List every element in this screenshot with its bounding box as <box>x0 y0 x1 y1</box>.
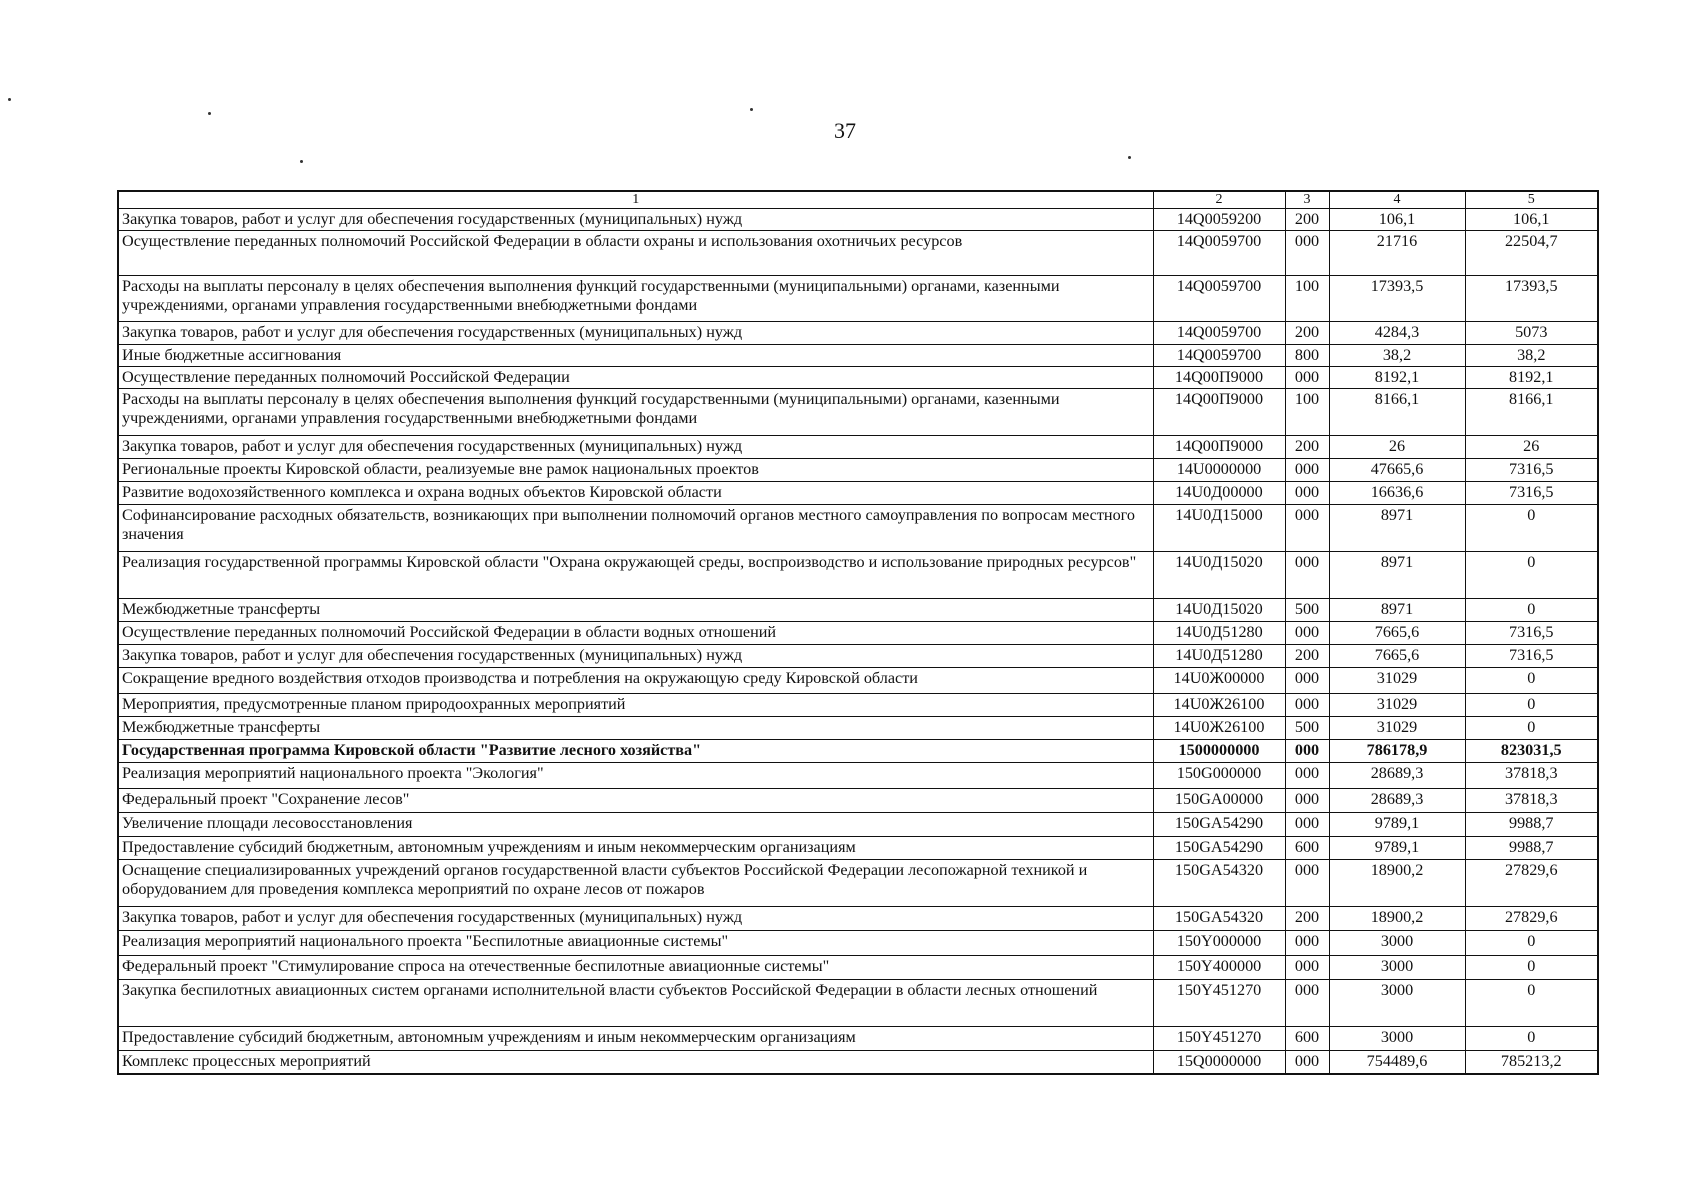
row-name-cell: Закупка беспилотных авиационных систем органами исполнительной власти субъектов Российской Федерации в области лесных отношений <box>118 980 1153 1027</box>
table-row <box>118 209 1598 231</box>
table-row <box>118 956 1598 980</box>
row-amount-year1-cell: 3000 <box>1329 931 1465 956</box>
row-expense-type-cell: 100 <box>1285 389 1329 436</box>
row-name-cell: Закупка товаров, работ и услуг для обеспечения государственных (муниципальных) нужд <box>118 907 1153 931</box>
row-amount-year1-cell: 8166,1 <box>1329 389 1465 436</box>
row-amount-year2-cell: 22504,7 <box>1465 231 1598 276</box>
table-row <box>118 763 1598 789</box>
row-name-cell: Закупка товаров, работ и услуг для обеспечения государственных (муниципальных) нужд <box>118 209 1153 231</box>
row-name-cell: Развитие водохозяйственного комплекса и охрана водных объектов Кировской области <box>118 482 1153 505</box>
row-amount-year2-cell: 9988,7 <box>1465 837 1598 860</box>
row-amount-year1-cell: 3000 <box>1329 1027 1465 1051</box>
row-expense-type-cell: 000 <box>1285 956 1329 980</box>
row-expense-type-cell: 200 <box>1285 436 1329 459</box>
row-expense-type-cell: 200 <box>1285 645 1329 668</box>
row-amount-year1-cell: 8192,1 <box>1329 367 1465 389</box>
table-row <box>118 740 1598 763</box>
table-row <box>118 367 1598 389</box>
row-code-cell: 14U0Д00000 <box>1153 482 1285 505</box>
row-code-cell: 14U0Д51280 <box>1153 645 1285 668</box>
row-amount-year1-cell: 9789,1 <box>1329 813 1465 837</box>
table-row <box>118 622 1598 645</box>
row-amount-year1-cell: 106,1 <box>1329 209 1465 231</box>
table-row <box>118 505 1598 552</box>
row-amount-year1-cell: 38,2 <box>1329 345 1465 367</box>
row-name-cell: Мероприятия, предусмотренные планом природоохранных мероприятий <box>118 694 1153 717</box>
page-number: 37 <box>834 118 856 143</box>
table-row <box>118 482 1598 505</box>
row-name-cell: Оснащение специализированных учреждений органов государственной власти субъектов Российской Федерации лесопожарной техникой и оборудованием для проведения комплекса мероприятий по охране лесов от пожаров <box>118 860 1153 907</box>
row-amount-year1-cell: 31029 <box>1329 668 1465 694</box>
row-amount-year1-cell: 754489,6 <box>1329 1051 1465 1074</box>
row-expense-type-cell: 500 <box>1285 717 1329 740</box>
row-amount-year2-cell: 7316,5 <box>1465 622 1598 645</box>
table-row <box>118 1027 1598 1051</box>
row-expense-type-cell: 000 <box>1285 668 1329 694</box>
table-row <box>118 231 1598 276</box>
row-expense-type-cell: 500 <box>1285 599 1329 622</box>
row-expense-type-cell: 000 <box>1285 694 1329 717</box>
row-amount-year2-cell: 27829,6 <box>1465 860 1598 907</box>
row-amount-year2-cell: 0 <box>1465 980 1598 1027</box>
row-amount-year1-cell: 47665,6 <box>1329 459 1465 482</box>
row-amount-year2-cell: 8192,1 <box>1465 367 1598 389</box>
row-name-cell: Закупка товаров, работ и услуг для обеспечения государственных (муниципальных) нужд <box>118 645 1153 668</box>
row-code-cell: 150GA54320 <box>1153 860 1285 907</box>
table-row <box>118 276 1598 322</box>
row-amount-year2-cell: 26 <box>1465 436 1598 459</box>
row-name-cell: Реализация мероприятий национального проекта "Беспилотные авиационные системы" <box>118 931 1153 956</box>
row-name-cell: Региональные проекты Кировской области, реализуемые вне рамок национальных проектов <box>118 459 1153 482</box>
row-name-cell: Закупка товаров, работ и услуг для обеспечения государственных (муниципальных) нужд <box>118 436 1153 459</box>
row-amount-year1-cell: 8971 <box>1329 552 1465 599</box>
row-amount-year2-cell: 37818,3 <box>1465 763 1598 789</box>
row-name-cell: Межбюджетные трансферты <box>118 599 1153 622</box>
row-code-cell: 14U0Д51280 <box>1153 622 1285 645</box>
row-name-cell: Закупка товаров, работ и услуг для обеспечения государственных (муниципальных) нужд <box>118 322 1153 345</box>
row-code-cell: 14U0Д15000 <box>1153 505 1285 552</box>
row-amount-year1-cell: 17393,5 <box>1329 276 1465 322</box>
row-code-cell: 14Q00П9000 <box>1153 389 1285 436</box>
row-expense-type-cell: 200 <box>1285 209 1329 231</box>
row-amount-year2-cell: 106,1 <box>1465 209 1598 231</box>
row-amount-year2-cell: 27829,6 <box>1465 907 1598 931</box>
row-code-cell: 14U0Д15020 <box>1153 552 1285 599</box>
header-col-3: 3 <box>1285 191 1329 209</box>
table-row <box>118 322 1598 345</box>
row-name-cell: Осуществление переданных полномочий Российской Федерации <box>118 367 1153 389</box>
table-row <box>118 389 1598 436</box>
row-expense-type-cell: 000 <box>1285 789 1329 813</box>
table-row <box>118 789 1598 813</box>
row-expense-type-cell: 000 <box>1285 231 1329 276</box>
row-amount-year2-cell: 0 <box>1465 956 1598 980</box>
row-amount-year1-cell: 4284,3 <box>1329 322 1465 345</box>
row-code-cell: 14Q00П9000 <box>1153 367 1285 389</box>
row-code-cell: 15Q0000000 <box>1153 1051 1285 1074</box>
row-code-cell: 150GA54290 <box>1153 813 1285 837</box>
header-col-4: 4 <box>1329 191 1465 209</box>
row-amount-year2-cell: 5073 <box>1465 322 1598 345</box>
row-name-cell: Увеличение площади лесовосстановления <box>118 813 1153 837</box>
row-expense-type-cell: 600 <box>1285 1027 1329 1051</box>
row-expense-type-cell: 000 <box>1285 505 1329 552</box>
row-amount-year2-cell: 9988,7 <box>1465 813 1598 837</box>
header-col-1: 1 <box>118 191 1153 209</box>
row-name-cell: Реализация мероприятий национального проекта "Экология" <box>118 763 1153 789</box>
row-code-cell: 150GA00000 <box>1153 789 1285 813</box>
header-col-2: 2 <box>1153 191 1285 209</box>
row-code-cell: 14U0000000 <box>1153 459 1285 482</box>
row-amount-year1-cell: 28689,3 <box>1329 789 1465 813</box>
row-expense-type-cell: 000 <box>1285 763 1329 789</box>
row-amount-year1-cell: 18900,2 <box>1329 907 1465 931</box>
table-row <box>118 980 1598 1027</box>
row-amount-year2-cell: 0 <box>1465 694 1598 717</box>
row-amount-year2-cell: 37818,3 <box>1465 789 1598 813</box>
row-code-cell: 150Y451270 <box>1153 1027 1285 1051</box>
row-amount-year1-cell: 7665,6 <box>1329 645 1465 668</box>
row-expense-type-cell: 000 <box>1285 813 1329 837</box>
row-amount-year2-cell: 0 <box>1465 717 1598 740</box>
row-amount-year1-cell: 21716 <box>1329 231 1465 276</box>
row-code-cell: 1500000000 <box>1153 740 1285 763</box>
row-expense-type-cell: 000 <box>1285 1051 1329 1074</box>
row-amount-year1-cell: 3000 <box>1329 980 1465 1027</box>
row-expense-type-cell: 000 <box>1285 552 1329 599</box>
row-code-cell: 150Y400000 <box>1153 956 1285 980</box>
table-header-row <box>118 191 1598 209</box>
row-code-cell: 150GA54290 <box>1153 837 1285 860</box>
row-expense-type-cell: 000 <box>1285 459 1329 482</box>
row-amount-year2-cell: 38,2 <box>1465 345 1598 367</box>
row-code-cell: 14Q0059700 <box>1153 345 1285 367</box>
header-col-5: 5 <box>1465 191 1598 209</box>
row-name-cell: Расходы на выплаты персоналу в целях обеспечения выполнения функций государственными (муниципальными) органами, казенными учреждениями, органами управления государственными внебюджетными фондами <box>118 276 1153 322</box>
row-code-cell: 14U0Д15020 <box>1153 599 1285 622</box>
row-amount-year2-cell: 0 <box>1465 599 1598 622</box>
row-amount-year1-cell: 28689,3 <box>1329 763 1465 789</box>
row-code-cell: 14Q0059700 <box>1153 276 1285 322</box>
row-name-cell: Предоставление субсидий бюджетным, автономным учреждениям и иным некоммерческим организациям <box>118 1027 1153 1051</box>
table-row <box>118 599 1598 622</box>
row-name-cell: Иные бюджетные ассигнования <box>118 345 1153 367</box>
row-amount-year1-cell: 9789,1 <box>1329 837 1465 860</box>
row-code-cell: 150G000000 <box>1153 763 1285 789</box>
row-name-cell: Реализация государственной программы Кировской области "Охрана окружающей среды, воспроизводство и использование природных ресурсов" <box>118 552 1153 599</box>
row-name-cell: Федеральный проект "Сохранение лесов" <box>118 789 1153 813</box>
row-amount-year2-cell: 0 <box>1465 505 1598 552</box>
row-expense-type-cell: 000 <box>1285 931 1329 956</box>
row-expense-type-cell: 600 <box>1285 837 1329 860</box>
row-code-cell: 14Q0059700 <box>1153 231 1285 276</box>
row-expense-type-cell: 200 <box>1285 322 1329 345</box>
table-row <box>118 436 1598 459</box>
row-amount-year2-cell: 0 <box>1465 668 1598 694</box>
row-code-cell: 150GA54320 <box>1153 907 1285 931</box>
row-amount-year2-cell: 7316,5 <box>1465 482 1598 505</box>
row-amount-year1-cell: 31029 <box>1329 717 1465 740</box>
table-row <box>118 645 1598 668</box>
row-code-cell: 14Q0059200 <box>1153 209 1285 231</box>
row-code-cell: 14U0Ж26100 <box>1153 717 1285 740</box>
row-expense-type-cell: 800 <box>1285 345 1329 367</box>
scan-speck <box>208 112 211 115</box>
row-amount-year2-cell: 785213,2 <box>1465 1051 1598 1074</box>
row-expense-type-cell: 000 <box>1285 367 1329 389</box>
table-row <box>118 907 1598 931</box>
row-amount-year1-cell: 18900,2 <box>1329 860 1465 907</box>
row-name-cell: Осуществление переданных полномочий Российской Федерации в области водных отношений <box>118 622 1153 645</box>
row-expense-type-cell: 200 <box>1285 907 1329 931</box>
row-code-cell: 150Y451270 <box>1153 980 1285 1027</box>
row-amount-year2-cell: 8166,1 <box>1465 389 1598 436</box>
table-row <box>118 837 1598 860</box>
row-amount-year2-cell: 7316,5 <box>1465 459 1598 482</box>
row-name-cell: Софинансирование расходных обязательств, возникающих при выполнении полномочий органов местного самоуправления по вопросам местного значения <box>118 505 1153 552</box>
row-name-cell: Межбюджетные трансферты <box>118 717 1153 740</box>
scan-speck <box>8 98 11 101</box>
row-amount-year1-cell: 786178,9 <box>1329 740 1465 763</box>
row-name-cell: Федеральный проект "Стимулирование спроса на отечественные беспилотные авиационные системы" <box>118 956 1153 980</box>
scan-speck <box>750 108 753 111</box>
row-name-cell: Осуществление переданных полномочий Российской Федерации в области охраны и использования охотничьих ресурсов <box>118 231 1153 276</box>
row-amount-year1-cell: 8971 <box>1329 505 1465 552</box>
row-amount-year1-cell: 8971 <box>1329 599 1465 622</box>
table-row <box>118 694 1598 717</box>
row-amount-year2-cell: 0 <box>1465 931 1598 956</box>
row-name-cell: Комплекс процессных мероприятий <box>118 1051 1153 1074</box>
row-amount-year1-cell: 26 <box>1329 436 1465 459</box>
row-amount-year2-cell: 823031,5 <box>1465 740 1598 763</box>
row-code-cell: 14U0Ж26100 <box>1153 694 1285 717</box>
row-expense-type-cell: 000 <box>1285 860 1329 907</box>
table-row <box>118 1051 1598 1074</box>
row-expense-type-cell: 000 <box>1285 980 1329 1027</box>
row-name-cell: Предоставление субсидий бюджетным, автономным учреждениям и иным некоммерческим организациям <box>118 837 1153 860</box>
row-amount-year2-cell: 7316,5 <box>1465 645 1598 668</box>
table-row <box>118 717 1598 740</box>
row-amount-year1-cell: 31029 <box>1329 694 1465 717</box>
row-expense-type-cell: 100 <box>1285 276 1329 322</box>
table-row <box>118 552 1598 599</box>
row-amount-year1-cell: 16636,6 <box>1329 482 1465 505</box>
row-amount-year2-cell: 0 <box>1465 1027 1598 1051</box>
row-amount-year1-cell: 7665,6 <box>1329 622 1465 645</box>
row-name-cell: Государственная программа Кировской области "Развитие лесного хозяйства" <box>118 740 1153 763</box>
row-expense-type-cell: 000 <box>1285 622 1329 645</box>
row-amount-year1-cell: 3000 <box>1329 956 1465 980</box>
scan-speck <box>1128 156 1131 159</box>
row-code-cell: 14Q00П9000 <box>1153 436 1285 459</box>
row-amount-year2-cell: 0 <box>1465 552 1598 599</box>
row-name-cell: Расходы на выплаты персоналу в целях обеспечения выполнения функций государственными (муниципальными) органами, казенными учреждениями, органами управления государственными внебюджетными фондами <box>118 389 1153 436</box>
row-name-cell: Сокращение вредного воздействия отходов производства и потребления на окружающую среду Кировской области <box>118 668 1153 694</box>
table-row <box>118 813 1598 837</box>
table-row <box>118 931 1598 956</box>
table-row <box>118 345 1598 367</box>
budget-table <box>117 190 1599 1075</box>
table-row <box>118 668 1598 694</box>
scan-speck <box>300 160 303 163</box>
row-code-cell: 14U0Ж00000 <box>1153 668 1285 694</box>
row-expense-type-cell: 000 <box>1285 482 1329 505</box>
table-row <box>118 860 1598 907</box>
row-expense-type-cell: 000 <box>1285 740 1329 763</box>
row-amount-year2-cell: 17393,5 <box>1465 276 1598 322</box>
row-code-cell: 150Y000000 <box>1153 931 1285 956</box>
row-code-cell: 14Q0059700 <box>1153 322 1285 345</box>
table-row <box>118 459 1598 482</box>
